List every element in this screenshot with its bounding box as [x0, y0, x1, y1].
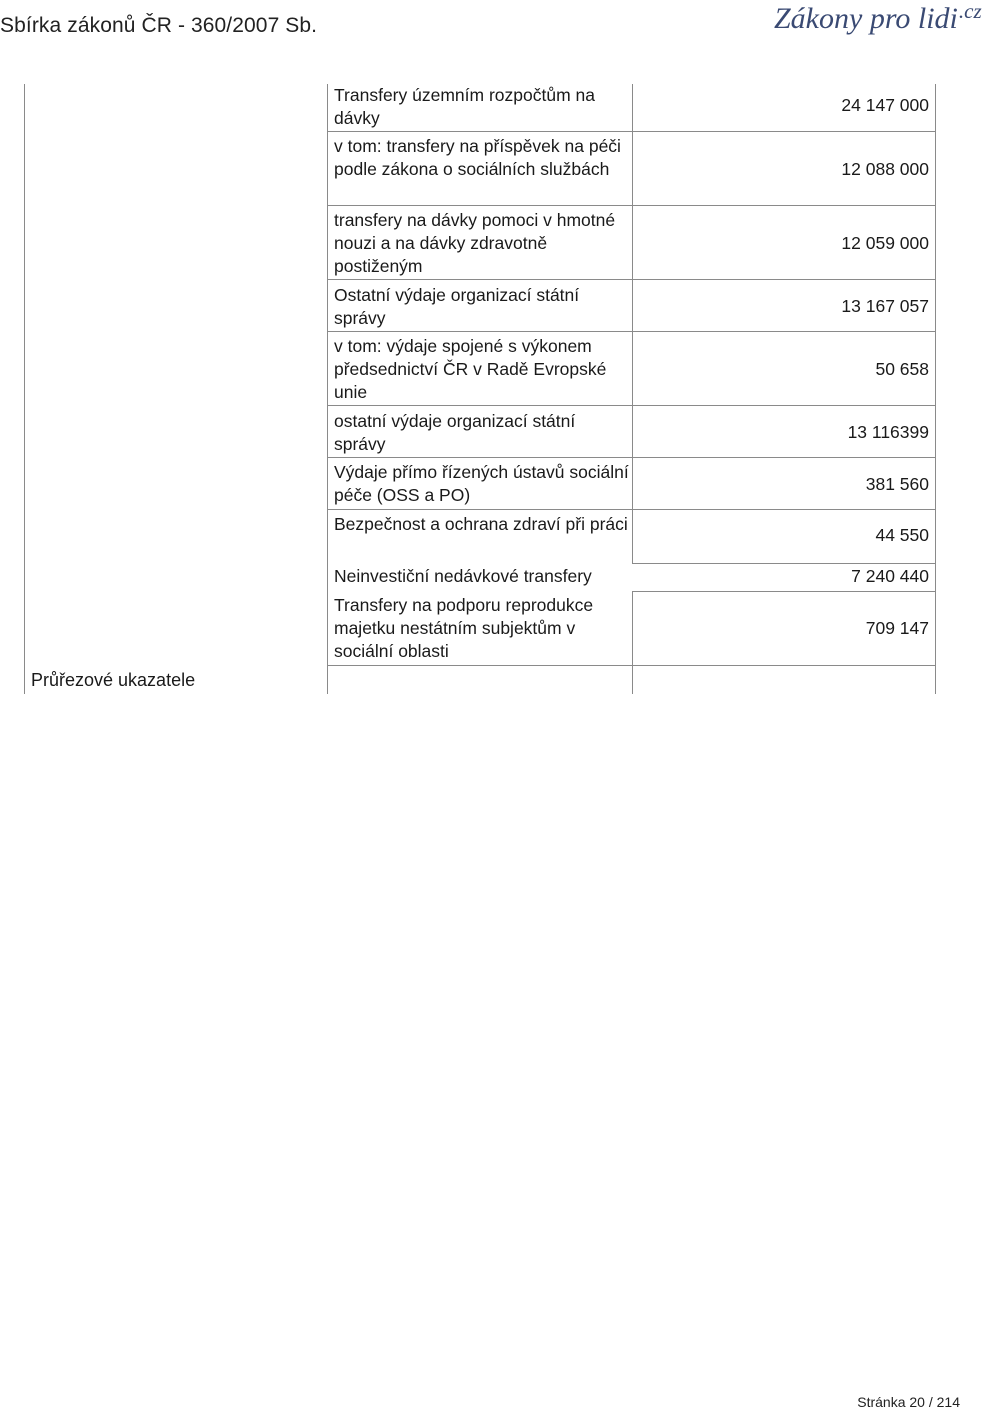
- row-divider: [327, 509, 935, 510]
- row-divider: [632, 563, 935, 564]
- logo-text: Zákony pro lidi: [774, 2, 958, 35]
- row-divider: [327, 131, 935, 132]
- page-number: Stránka 20 / 214: [857, 1394, 960, 1410]
- table-row-value: 381 560: [865, 474, 929, 494]
- row-divider: [327, 205, 935, 206]
- table-border: [632, 84, 633, 563]
- table-row-label: Transfery územním rozpočtům na dávky: [334, 85, 595, 128]
- table-row-value: 44 550: [875, 525, 929, 545]
- table-row-value: 709 147: [865, 618, 929, 638]
- row-divider: [327, 457, 935, 458]
- table-row-value: 7 240 440: [851, 566, 929, 586]
- table-border: [327, 84, 328, 694]
- document-title: Sbírka zákonů ČR - 360/2007 Sb.: [0, 14, 318, 37]
- table-row-label: v tom: transfery na příspěvek na péči podle zákona o sociálních službách: [334, 136, 621, 179]
- table-row-label: Bezpečnost a ochrana zdraví při práci: [334, 514, 628, 534]
- table-row-value: 13 167 057: [841, 296, 929, 316]
- row-divider: [327, 331, 935, 332]
- row-divider: [327, 279, 935, 280]
- logo-suffix: .cz: [958, 0, 982, 23]
- table-row-value: 50 658: [875, 359, 929, 379]
- table-row-label: Výdaje přímo řízených ústavů sociální péče (OSS a PO): [334, 462, 629, 505]
- table-row-label: Ostatní výdaje organizací státní správy: [334, 285, 580, 328]
- section-label: Průřezové ukazatele: [31, 670, 196, 690]
- budget-table: [0, 0, 960, 700]
- table-border: [632, 591, 633, 694]
- table-border: [24, 84, 25, 694]
- table-row-value: 24 147 000: [841, 95, 929, 115]
- table-border: [935, 84, 936, 694]
- row-divider: [632, 591, 935, 592]
- table-row-label: Transfery na podporu reprodukce majetku nestátním subjektům v sociální oblasti: [334, 595, 594, 661]
- table-row-label: Neinvestiční nedávkové transfery: [334, 566, 592, 586]
- row-divider: [327, 665, 935, 666]
- table-row-label: ostatní výdaje organizací státní správy: [334, 411, 576, 454]
- table-row-value: 12 088 000: [841, 159, 929, 179]
- table-row-value: 12 059 000: [841, 233, 929, 253]
- row-divider: [327, 405, 935, 406]
- table-row-label: transfery na dávky pomoci v hmotné nouzi a na dávky zdravotně postiženým: [334, 210, 616, 276]
- table-row-value: 13 116399: [847, 422, 929, 442]
- table-row-label: v tom: výdaje spojené s výkonem předsednictví ČR v Radě Evropské unie: [334, 336, 607, 402]
